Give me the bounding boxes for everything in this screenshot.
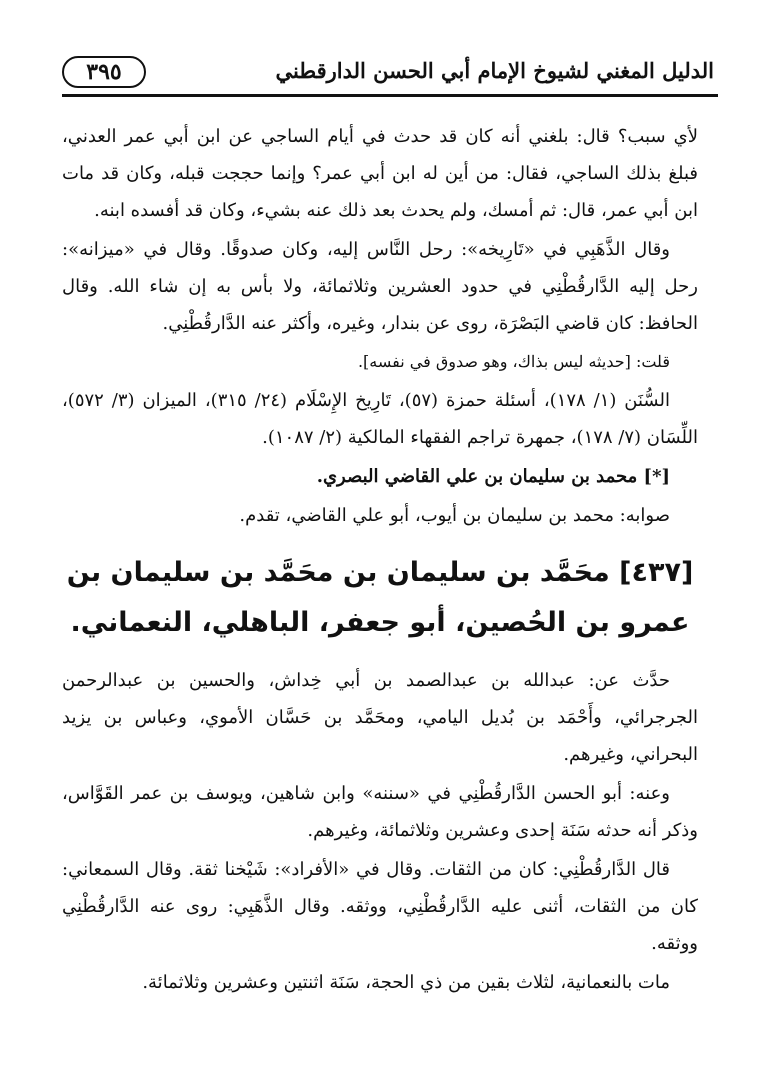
- paragraph: لأي سبب؟ قال: بلغني أنه كان قد حدث في أيام الساجي عن ابن أبي عمر العدني، فبلغ بذلك الساجي، فقال: من أين له ابن أبي عمر؟ وإنما حججت قبله، وكان قد مات ابن أبي عمر، قال: ثم أمسك، ولم يحدث بعد ذلك عنه بشيء، وكان قد أفسده ابنه.: [62, 126, 698, 221]
- page-header: [62, 52, 718, 98]
- running-title: الدليل المغني لشيوخ الإمام أبي الحسن الدارقطني: [275, 58, 714, 83]
- paragraph: حدَّث عن: عبدالله بن عبدالصمد بن أبي خِداش، والحسين بن عبدالرحمن الجرجرائي، وأَحْمَد بن بُديل اليامي، ومحَمَّد بن حَسَّان الأموي، وعباس بن يزيد البحراني، وغيرهم.: [62, 670, 698, 765]
- paragraph: قال الدَّارقُطْنِي: كان من الثقات. وقال في «الأفراد»: شَيْخنا ثقة. وقال السمعاني: كان من الثقات، أثنى عليه الدَّارقُطْنِي، ووثقه. وقال الذَّهَبِي: روى عنه الدَّارقُطْنِي ووثقه.: [62, 859, 698, 954]
- correction-note: صوابه: محمد بن سليمان بن أيوب، أبو علي القاضي، تقدم.: [239, 505, 670, 526]
- page-body: [62, 118, 698, 1003]
- paragraph: وعنه: أبو الحسن الدَّارقُطْنِي في «سننه» وابن شاهين، ويوسف بن عمر القَوَّاس، وذكر أنه حدثه سَنَة إحدى وعشرين وثلاثمائة، وغيرهم.: [62, 783, 698, 841]
- header-rule: [62, 94, 718, 97]
- entry-reference: [*] محمد بن سليمان بن علي القاضي البصري.: [316, 466, 670, 487]
- page-number: ٣٩٥: [62, 56, 146, 88]
- paragraph: وقال الذَّهَبِي في «تَارِيخه»: رحل النَّاس إليه، وكان صدوقًا. وقال في «ميزانه»: رحل إليه الدَّارقُطْنِي في حدود العشرين وثلاثمائة، ولا بأس به إن شاء الله. وقال الحافظ: كان قاضي البَصْرَة، روى عن بندار، وغيره، وأكثر عنه الدَّارقُطْنِي.: [62, 239, 698, 334]
- paragraph: مات بالنعمانية، لثلاث بقين من ذي الحجة، سَنَة اثنتين وعشرين وثلاثمائة.: [142, 972, 670, 993]
- sources-list: السُّنَن (١/ ١٧٨)، أسئلة حمزة (٥٧)، تَارِيخ الإِسْلَام (٢٤/ ٣١٥)، الميزان (٣/ ٥٧٢)، اللِّسَان (٧/ ١٧٨)، جمهرة تراجم الفقهاء المالكية (٢/ ١٠٨٧).: [62, 390, 698, 448]
- editor-note: قلت: [حديثه ليس بذاك، وهو صدوق في نفسه].: [357, 352, 670, 371]
- entry-heading: [٤٣٧] محَمَّد بن سليمان بن محَمَّد بن سليمان بن عمرو بن الحُصين، أبو جعفر، الباهلي، النعماني.: [66, 557, 694, 638]
